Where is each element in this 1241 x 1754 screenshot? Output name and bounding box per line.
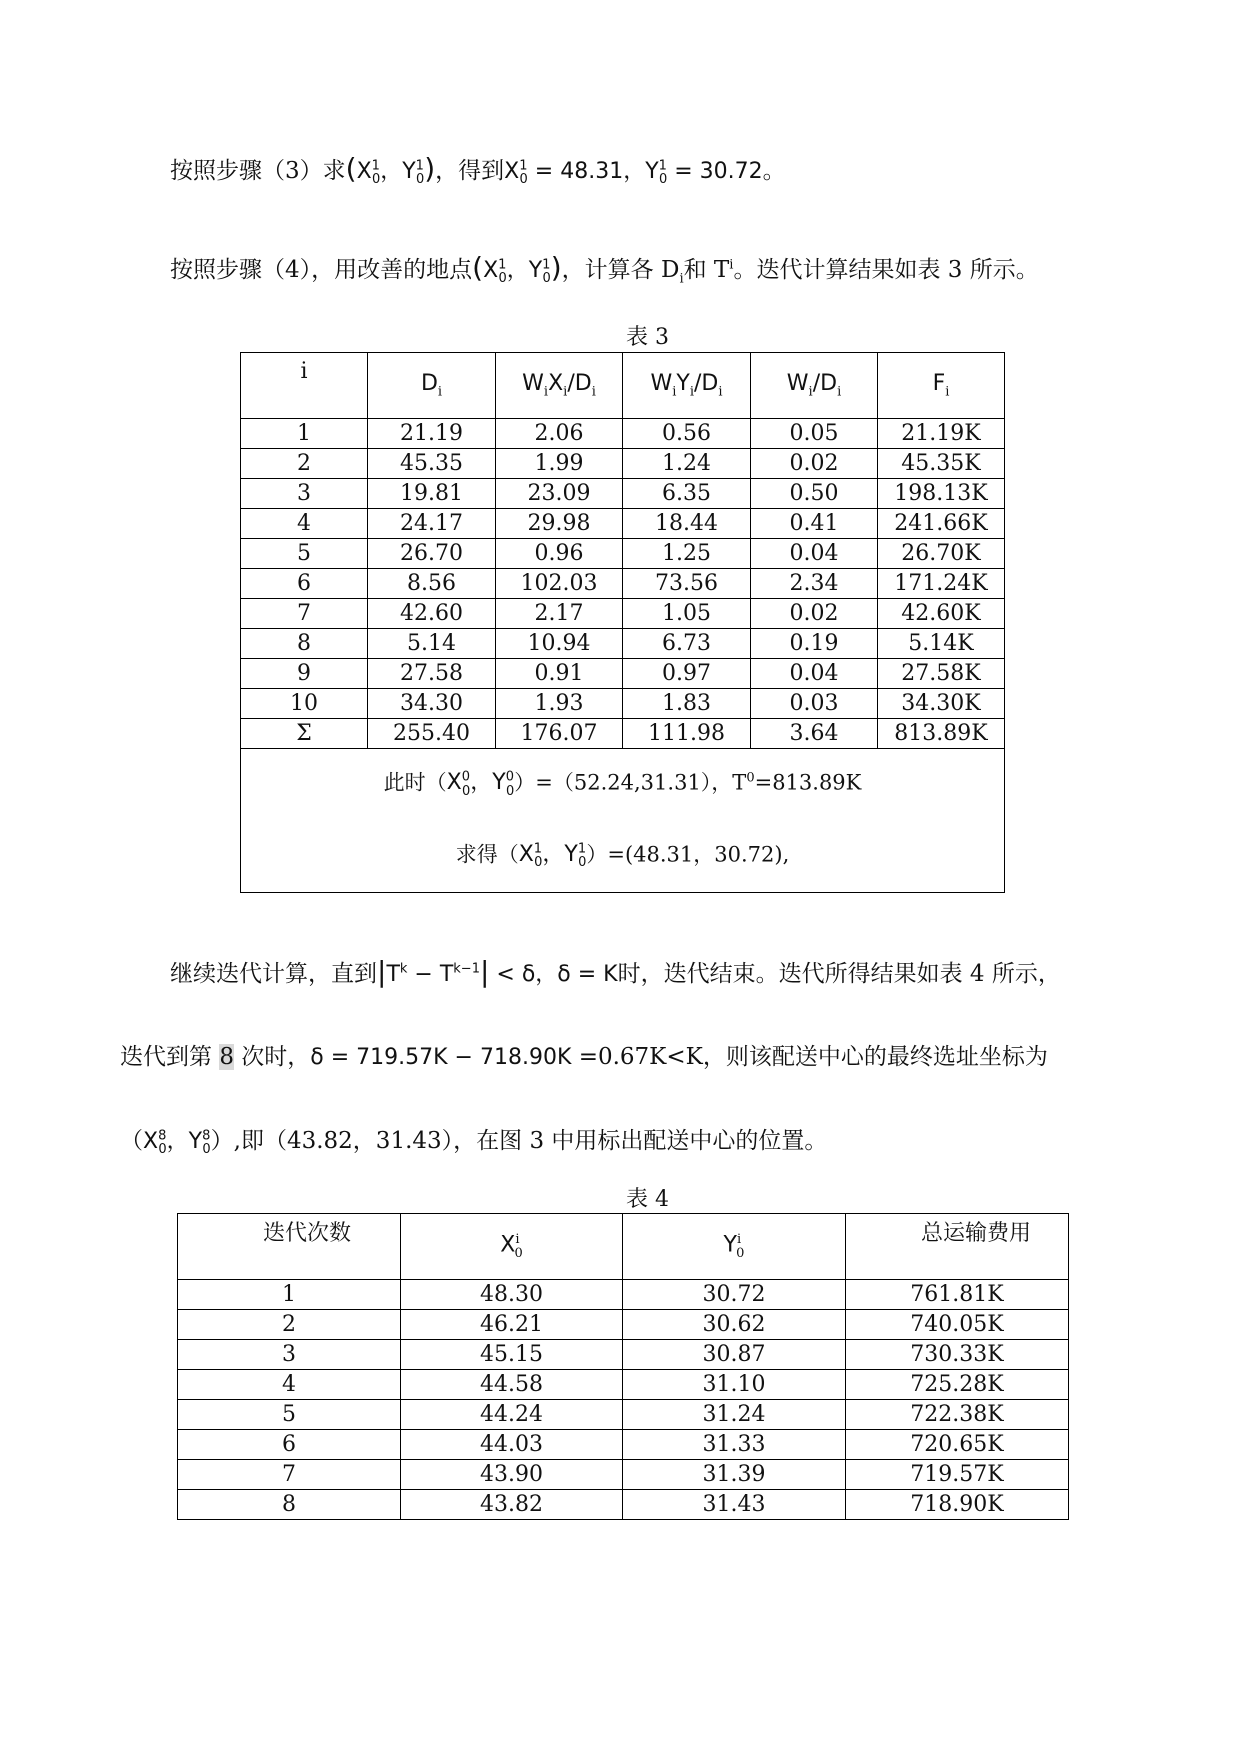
- table3-cell: 8.56: [368, 569, 496, 599]
- table3-cell: 10: [241, 689, 368, 719]
- table4-cell: 31.43: [623, 1490, 846, 1520]
- table3-cell: 19.81: [368, 479, 496, 509]
- table3-row: [241, 419, 1005, 449]
- table3-cell: 0.02: [751, 599, 878, 629]
- table4-caption: 表 4: [626, 1187, 669, 1212]
- table4-cell: 720.65K: [846, 1430, 1069, 1460]
- table3-caption: 表 3: [626, 325, 669, 350]
- table3-row: [241, 689, 1005, 719]
- table3-cell: 21.19K: [878, 419, 1005, 449]
- table4-cell: 740.05K: [846, 1310, 1069, 1340]
- table4-cell: 31.10: [623, 1370, 846, 1400]
- table4-cell: 4: [178, 1370, 401, 1400]
- table3-cell: 1.24: [623, 449, 751, 479]
- table4-cell: 8: [178, 1490, 401, 1520]
- table3-cell: 2.34: [751, 569, 878, 599]
- table4-cell: 45.15: [401, 1340, 623, 1370]
- table3-header-wd: $W_i/D_i$: [751, 353, 878, 419]
- table3-cell: 3.64: [751, 719, 878, 749]
- table4-header-x: $X^i_0$: [401, 1214, 623, 1280]
- table3-cell: 8: [241, 629, 368, 659]
- table3-cell: 24.17: [368, 509, 496, 539]
- table3-cell: 0.02: [751, 449, 878, 479]
- table4-cell: 43.82: [401, 1490, 623, 1520]
- table3-cell: 0.04: [751, 539, 878, 569]
- table3-cell: 0.50: [751, 479, 878, 509]
- table3-cell: 255.40: [368, 719, 496, 749]
- table4-cell: 725.28K: [846, 1370, 1069, 1400]
- table3-row: [241, 449, 1005, 479]
- paragraph-step4: 按照步骤（4），用改善的地点($X^1_0$，$Y^1_0$)，计算各 $D_i$和 $T^i$。迭代计算结果如表 3 所示。: [170, 251, 1039, 287]
- table3-row: [241, 719, 1005, 749]
- table3-cell: 23.09: [496, 479, 623, 509]
- table3-cell: 5.14: [368, 629, 496, 659]
- table3-row: [241, 629, 1005, 659]
- table3-cell: 2: [241, 449, 368, 479]
- table4-cell: 2: [178, 1310, 401, 1340]
- table3-cell: 45.35: [368, 449, 496, 479]
- table3-cell: 34.30K: [878, 689, 1005, 719]
- table3-cell: 0.91: [496, 659, 623, 689]
- table4-cell: 44.58: [401, 1370, 623, 1400]
- table4-header-y: $Y^i_0$: [623, 1214, 846, 1280]
- table3-row: [241, 569, 1005, 599]
- table3-note-result: 求得（$X^1_0$，$Y^1_0)=(48.31$，30.72),: [455, 841, 790, 871]
- table4-row: [178, 1460, 1069, 1490]
- table3-cell: 2.06: [496, 419, 623, 449]
- table3-cell: 73.56: [623, 569, 751, 599]
- table3-cell: 0.04: [751, 659, 878, 689]
- table3-cell: 0.56: [623, 419, 751, 449]
- table4-row: [178, 1400, 1069, 1430]
- paragraph-iteration: 迭代到第 8 次时，δ = 719.57K − 718.90K =0.67K<K，则该配送中心的最终选址坐标为: [120, 1044, 1048, 1070]
- table3-cell: 26.70K: [878, 539, 1005, 569]
- table3-header-row: [241, 353, 1005, 419]
- table3-cell: 0.05: [751, 419, 878, 449]
- table3-header-wx: $W_iX_i/D_i$: [496, 353, 623, 419]
- table3-cell: 42.60K: [878, 599, 1005, 629]
- table3-row: [241, 479, 1005, 509]
- table4-cell: 30.62: [623, 1310, 846, 1340]
- table4-cell: 3: [178, 1340, 401, 1370]
- table3-cell: 111.98: [623, 719, 751, 749]
- table4-cell: 30.72: [623, 1280, 846, 1310]
- table3-cell: 171.24K: [878, 569, 1005, 599]
- table4-cell: 44.24: [401, 1400, 623, 1430]
- table3-cell: 0.96: [496, 539, 623, 569]
- table3-cell: 176.07: [496, 719, 623, 749]
- table3-cell: 0.19: [751, 629, 878, 659]
- table4-cell: 43.90: [401, 1460, 623, 1490]
- table3-row: [241, 539, 1005, 569]
- paragraph-step3: 按照步骤（3）求($X^1_0$，$Y^1_0$)，得到$X^1_0 = 48.31$，$Y^1_0 = 30.72$。: [170, 152, 786, 188]
- table3-cell: 0.41: [751, 509, 878, 539]
- table3-row: [241, 599, 1005, 629]
- table3-cell: 198.13K: [878, 479, 1005, 509]
- table3-cell: 29.98: [496, 509, 623, 539]
- table3-cell: 1.05: [623, 599, 751, 629]
- table3-cell: 0.03: [751, 689, 878, 719]
- table4-cell: 722.38K: [846, 1400, 1069, 1430]
- table3-cell: 34.30: [368, 689, 496, 719]
- table4-cell: 44.03: [401, 1430, 623, 1460]
- table3-note-current: 此时（$X^0_0$，$Y^0_0)=(52.24,31.31)$，$T^0=813.89K$: [383, 770, 862, 799]
- table3-cell: 27.58: [368, 659, 496, 689]
- paragraph-final: （$X^8_0$，$Y^8_0$）,即（43.82，31.43），在图 3 中用标出配送中心的位置。: [120, 1128, 828, 1158]
- table3-cell: 4: [241, 509, 368, 539]
- table3-cell: 5: [241, 539, 368, 569]
- table4-cell: 31.24: [623, 1400, 846, 1430]
- table3-cell: 10.94: [496, 629, 623, 659]
- table3-cell: 813.89K: [878, 719, 1005, 749]
- table4: [177, 1213, 1069, 1520]
- table4-row: [178, 1280, 1069, 1310]
- table4-row: [178, 1430, 1069, 1460]
- table3-cell: 6.35: [623, 479, 751, 509]
- table3-cell: 3: [241, 479, 368, 509]
- table3-cell: 0.97: [623, 659, 751, 689]
- table4-header-row: [178, 1214, 1069, 1280]
- table3-cell: 1.93: [496, 689, 623, 719]
- table4-row: [178, 1490, 1069, 1520]
- table3-row: [241, 659, 1005, 689]
- table3-cell: 6: [241, 569, 368, 599]
- table3-cell: 5.14K: [878, 629, 1005, 659]
- table3-cell: 241.66K: [878, 509, 1005, 539]
- table3-header-i: i: [241, 353, 368, 419]
- table3-header-f: $F_i$: [878, 353, 1005, 419]
- table3-cell: 18.44: [623, 509, 751, 539]
- table3-cell: 27.58K: [878, 659, 1005, 689]
- table3-cell: 9: [241, 659, 368, 689]
- table4-row: [178, 1340, 1069, 1370]
- table4-cell: 1: [178, 1280, 401, 1310]
- table4-header-iter: 迭代次数: [178, 1214, 401, 1280]
- table4-cell: 719.57K: [846, 1460, 1069, 1490]
- paragraph-continue: 继续迭代计算，直到$|T^k - T^{k-1}| < \delta$，δ = K时，迭代结束。迭代所得结果如表 4 所示，: [170, 955, 1061, 988]
- table3-cell: Σ: [241, 719, 368, 749]
- table4-cell: 730.33K: [846, 1340, 1069, 1370]
- table3-cell: 1.83: [623, 689, 751, 719]
- table4-cell: 761.81K: [846, 1280, 1069, 1310]
- table4-cell: 31.33: [623, 1430, 846, 1460]
- table3-cell: 1.25: [623, 539, 751, 569]
- table4-row: [178, 1370, 1069, 1400]
- table4-cell: 5: [178, 1400, 401, 1430]
- table4-header-cost: 总运输费用: [846, 1214, 1069, 1280]
- table4-cell: 6: [178, 1430, 401, 1460]
- table3: [240, 352, 1005, 893]
- table3-cell: 102.03: [496, 569, 623, 599]
- table4-row: [178, 1310, 1069, 1340]
- table3-note-row: [241, 749, 1005, 893]
- table4-cell: 31.39: [623, 1460, 846, 1490]
- highlight-8: 8: [219, 1044, 234, 1070]
- table3-cell: 26.70: [368, 539, 496, 569]
- table4-cell: 718.90K: [846, 1490, 1069, 1520]
- table4-cell: 46.21: [401, 1310, 623, 1340]
- table3-cell: 6.73: [623, 629, 751, 659]
- table3-row: [241, 509, 1005, 539]
- table3-cell: 21.19: [368, 419, 496, 449]
- table3-cell: 7: [241, 599, 368, 629]
- table3-cell: 1: [241, 419, 368, 449]
- table4-cell: 7: [178, 1460, 401, 1490]
- table4-cell: 48.30: [401, 1280, 623, 1310]
- table3-cell: 2.17: [496, 599, 623, 629]
- table3-header-d: $D_i$: [368, 353, 496, 419]
- table3-cell: 42.60: [368, 599, 496, 629]
- table3-cell: 1.99: [496, 449, 623, 479]
- table3-cell: 45.35K: [878, 449, 1005, 479]
- table3-header-wy: $W_iY_i/D_i$: [623, 353, 751, 419]
- table4-cell: 30.87: [623, 1340, 846, 1370]
